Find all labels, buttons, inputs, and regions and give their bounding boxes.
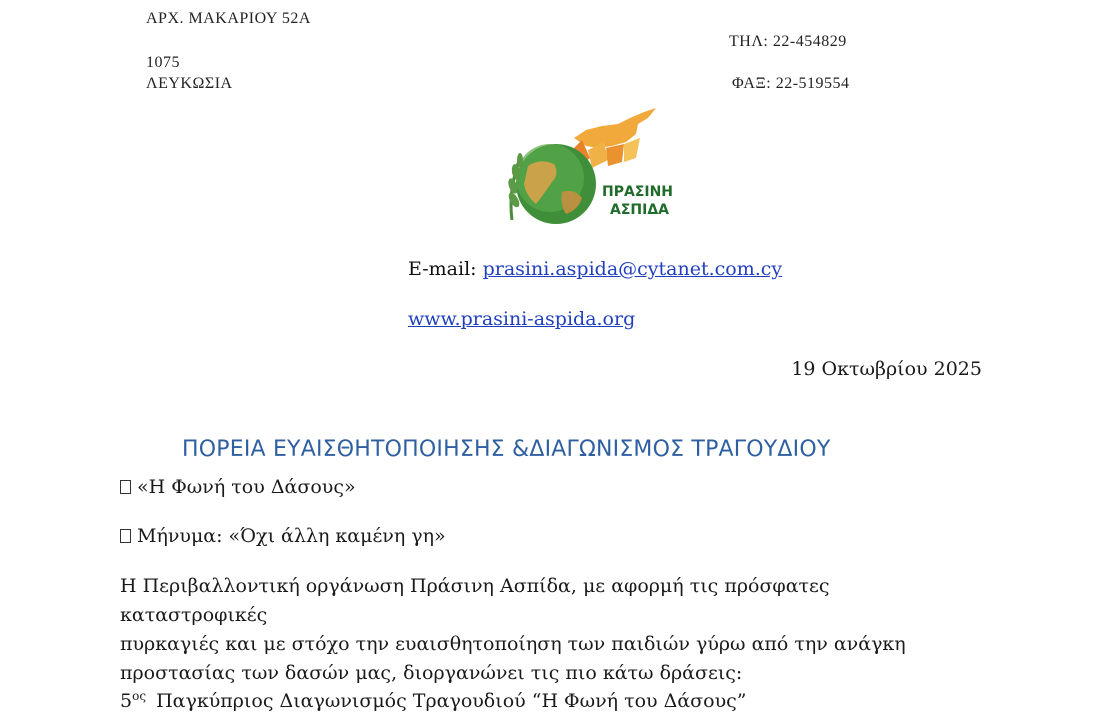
body-line: Η Περιβαλλοντική οργάνωση Πράσινη Ασπίδα, με αφορμή τις πρόσφατες καταστροφικές: [120, 575, 830, 626]
email-line: [408, 258, 782, 280]
missing-glyph-icon: [120, 529, 131, 543]
email-label: E-mail:: [408, 258, 483, 280]
list-item: [120, 522, 980, 551]
body-line: προστασίας των δασών μας, διοργανώνει τις πιο κάτω δράσεις:: [120, 662, 743, 684]
logo-text-line2: ΑΣΠΙΔΑ: [610, 202, 669, 218]
website-link[interactable]: www.prasini-aspida.org: [408, 308, 636, 330]
prasini-aspida-logo: [478, 100, 682, 230]
competition-heading: [120, 682, 980, 716]
list-item-text: «Η Φωνή του Δάσους»: [137, 476, 356, 498]
competition-ordinal: ος: [132, 689, 147, 703]
email-link[interactable]: prasini.aspida@cytanet.com.cy: [482, 258, 783, 280]
body-paragraph: [120, 572, 980, 688]
competition-text: Παγκύπριος Διαγωνισμός Τραγουδιού “Η Φωνή του Δάσους”: [156, 690, 747, 712]
header-fax: ΦΑΞ: 22-519554: [732, 75, 850, 92]
header-postal-code: 1075: [146, 54, 180, 71]
cyprus-shape-icon: [574, 108, 656, 148]
website-line: [408, 308, 635, 330]
list-item-text: Μήνυμα: «Όχι άλλη καμένη γη»: [137, 525, 446, 547]
list-item: [120, 473, 980, 502]
body-line: πυρκαγιές και με στόχο την ευαισθητοποίηση των παιδιών γύρω από την ανάγκη: [120, 633, 906, 655]
logo-text-line1: ΠΡΑΣΙΝΗ: [602, 184, 674, 200]
header-address: ΑΡΧ. ΜΑΚΑΡΙΟΥ 52Α: [146, 10, 311, 27]
competition-number: 5: [120, 690, 133, 712]
header-city: ΛΕΥΚΩΣΙΑ: [146, 75, 233, 92]
header-phone: ΤΗΛ: 22-454829: [729, 33, 847, 50]
document-date: 19 Οκτωβρίου 2025: [791, 358, 982, 380]
missing-glyph-icon: [120, 480, 131, 494]
document-title: ΠΟΡΕΙΑ ΕΥΑΙΣΘΗΤΟΠΟΙΗΣΗΣ &ΔΙΑΓΩΝΙΣΜΟΣ ΤΡΑΓΟΥΔΙΟΥ: [182, 437, 831, 462]
